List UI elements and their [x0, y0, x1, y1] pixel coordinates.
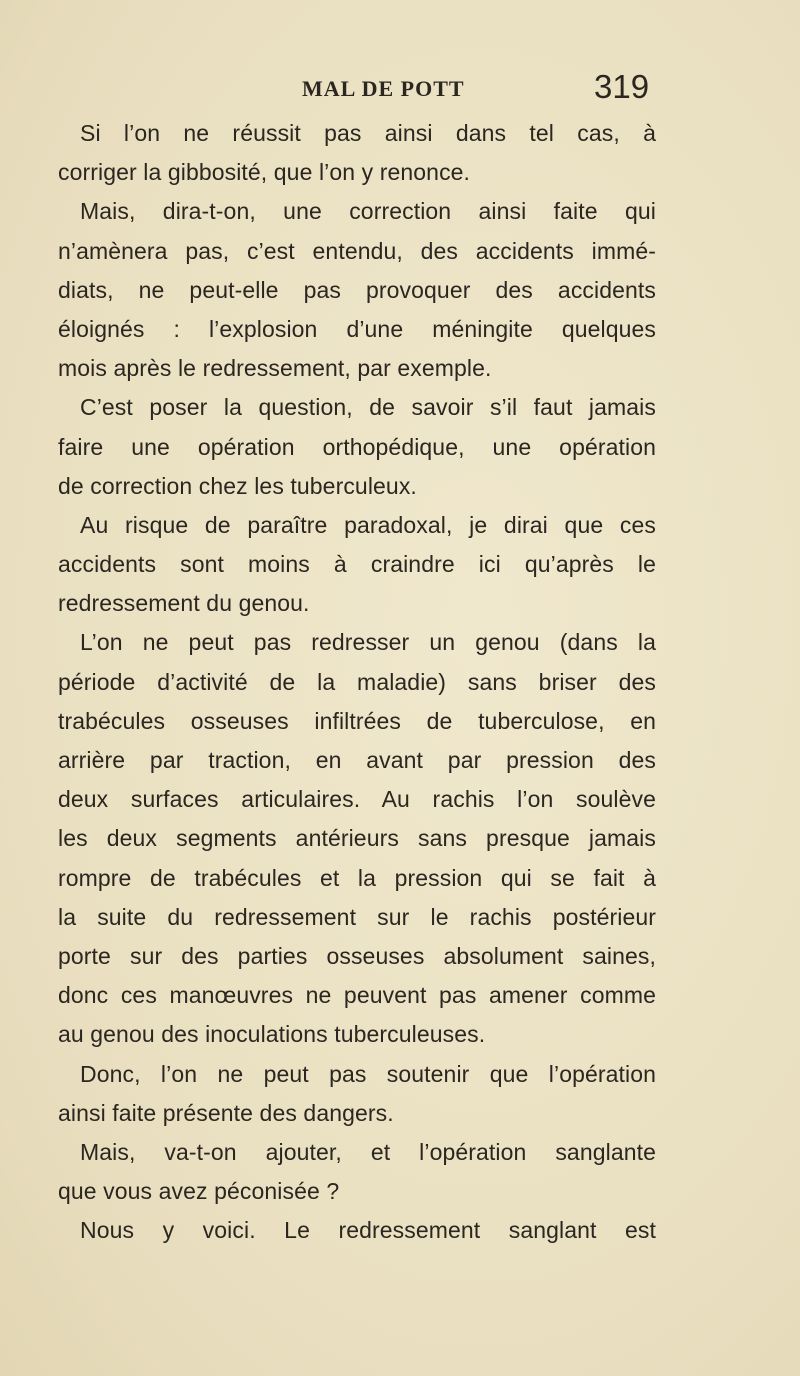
- text-line: mois après le redressement, par exemple.: [58, 355, 492, 382]
- text-line: rompre de trabécules et la pression qui se fait à: [58, 864, 656, 891]
- text-line: Mais, dira-t-on, une correction ainsi faite qui: [80, 198, 656, 225]
- text-line: Mais, va-t-on ajouter, et l’opération sanglante: [80, 1138, 656, 1165]
- text-line: Si l’on ne réussit pas ainsi dans tel cas, à: [80, 120, 656, 146]
- text-line: diats, ne peut-elle pas provoquer des accidents: [58, 276, 656, 303]
- text-line: que vous avez péconisée ?: [58, 1178, 340, 1205]
- text-line: redressement du genou.: [58, 590, 310, 617]
- text-line: L’on ne peut pas redresser un genou (dans la: [80, 629, 656, 656]
- text-line: au genou des inoculations tuberculeuses.: [58, 1021, 486, 1048]
- page-number: 319: [594, 68, 650, 105]
- text-line: corriger la gibbosité, que l’on y renonce.: [58, 159, 471, 186]
- page-header: [0, 66, 800, 106]
- text-line: période d’activité de la maladie) sans briser des: [58, 668, 656, 695]
- text-line: de correction chez les tuberculeux.: [58, 472, 417, 499]
- text-line: deux surfaces articulaires. Au rachis l’on soulève: [58, 786, 656, 813]
- text-line: les deux segments antérieurs sans presque jamais: [58, 825, 656, 852]
- text-line: Nous y voici. Le redressement sanglant est: [80, 1217, 656, 1244]
- text-line: trabécules osseuses infiltrées de tuberculose, en: [58, 707, 656, 734]
- text-line: arrière par traction, en avant par pression des: [58, 747, 656, 773]
- text-line: Donc, l’on ne peut pas soutenir que l’opération: [80, 1060, 656, 1087]
- text-line: n’amènera pas, c’est entendu, des accidents immé-: [58, 237, 656, 264]
- text-line: accidents sont moins à craindre ici qu’après le: [58, 551, 656, 578]
- text-line: donc ces manœuvres ne peuvent pas amener comme: [58, 982, 656, 1009]
- text-line: éloignés : l’explosion d’une méningite quelques: [58, 315, 656, 342]
- body-text: [58, 114, 656, 1250]
- text-line: la suite du redressement sur le rachis postérieur: [58, 903, 656, 930]
- text-line: C’est poser la question, de savoir s’il faut jamais: [80, 394, 656, 421]
- text-line: faire une opération orthopédique, une opération: [58, 433, 656, 460]
- running-title: MAL DE POTT: [302, 76, 465, 101]
- text-line: porte sur des parties osseuses absolument saines,: [58, 942, 656, 969]
- text-line: ainsi faite présente des dangers.: [58, 1099, 394, 1126]
- text-line: Au risque de paraître paradoxal, je dirai que ces: [80, 511, 656, 538]
